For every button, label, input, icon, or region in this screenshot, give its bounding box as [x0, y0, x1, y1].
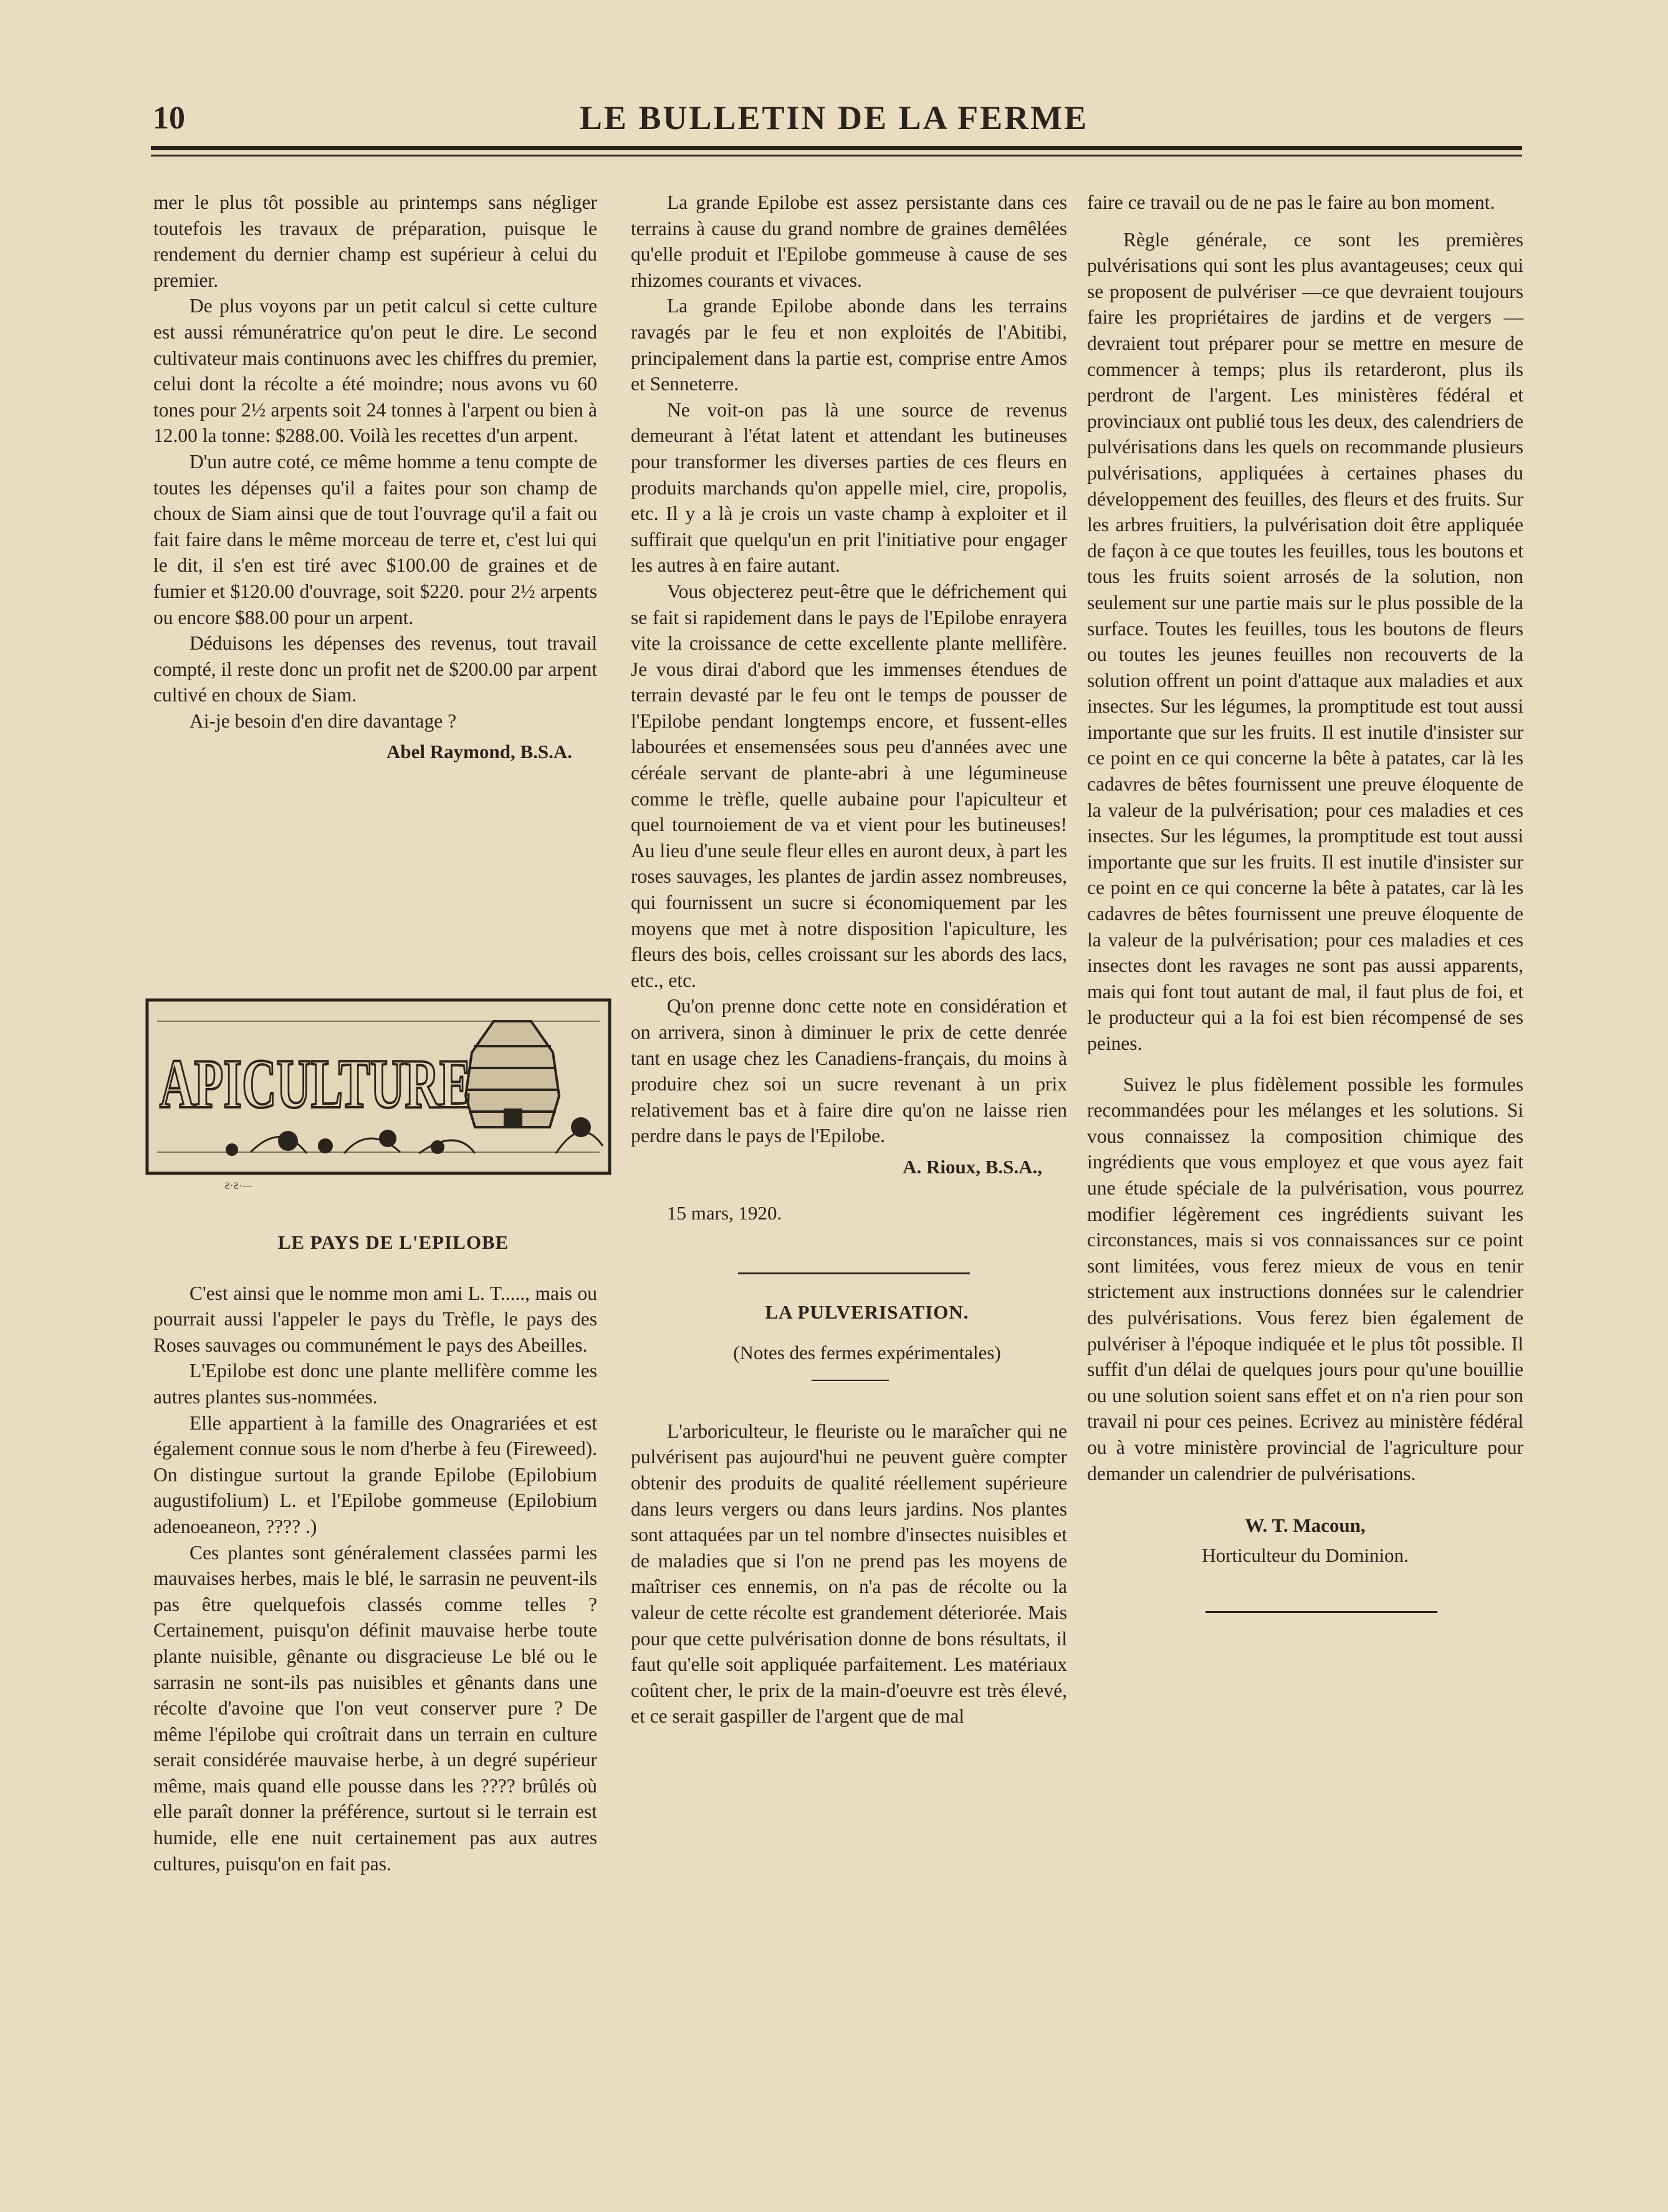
paragraph: Règle générale, ce sont les premières pulvérisations qui sont les plus avantageuses; ceux qui se proposent de pulvériser —ce que devraient toujours faire les propriétaires de jardins et de vergers — devraient tout préparer pour se mettre en mesure de commencer à temps; plus ils retarderont, plus ils perdront de l'argent. Les ministères fédéral et provinciaux ont publié tous les deux, des calendriers de pulvérisations dans les quels on recommande plusieurs pulvérisations, appliquées à certaines phases du développement des feuilles, des fleurs et des fruits. Sur les arbres fruitiers, la pulvérisation doit être appliquée de façon à ce que toutes les feuilles, tous les boutons et tous les fruits soient arrosés de la solution, non seulement sur une partie mais sur le plus possible de la surface. Toutes les feuilles, tous les boutons de fleurs ou toutes les jeunes feuilles non recouverts de la solution offrent un point d'attaque aux maladies et aux insectes. Sur les légumes, la promptitude est tout aussi importante que sur les fruits. Il est inutile d'insister sur ce point en ce qui concerne la bête à patates, car là les cadavres de bêtes fournissent une preuve éloquente de la valeur de la pulvérisation; pour ces maladies et ces insectes. Sur les légumes, la promptitude est tout aussi importante que sur les fruits. Il est inutile d'insister sur ce point en ce qui concerne la bête à patates, car là les cadavres de bêtes fournissent une preuve éloquente de la valeur de la pulvérisation; pour ces maladies et ces insectes dont les ravages ne sont pas aussi apparents, mais qui font tout autant de mal, il faut plus de foi, et le producteur qui a la foi est bien récompensé de ses peines. — [1087, 228, 1523, 1054]
subheading-rule — [812, 1380, 889, 1381]
page-number: 10 — [153, 100, 185, 136]
section-subheading: (Notes des fermes expérimentales) — [733, 1342, 1001, 1364]
paragraph: C'est ainsi que le nomme mon ami L. T....., mais ou pourrait aussi l'appeler le pays du Trèfle, le pays des Roses sauvages ou communément le pays des Abeilles. — [153, 1282, 597, 1356]
paragraph: La grande Epilobe abonde dans les terrains ravagés par le feu et non exploités de l'Abitibi, principalement dans la partie est, comprise entre Amos et Senneterre. — [631, 295, 1067, 395]
running-head-title: LE BULLETIN DE LA FERME — [579, 99, 1089, 137]
header-rule-thick — [151, 146, 1522, 150]
paragraph: Vous objecterez peut-être que le défrichement qui se fait si rapidement dans le pays de l'Epilobe enrayera vite la croissance de cette excellente plante mellifère. Je vous dirai d'abord que les immenses étendues de terrain devasté par le feu ont le temps de pousser de l'Epilobe pendant longtemps encore, et fussent-elles labourées et ensemensées sous peu d'années avec une céréale servant de plante-abri à une légumineuse comme le trèfle, quelle aubaine pour l'apiculteur et quel tournoiement de va et vient pour les butineuses! Au lieu d'une seule fleur elles en auront deux, à part les roses sauvages, les plantes de jardin assez nombreuses, qui fournissent un sucre si économiquement par les moyens que met à notre disposition l'apiculture, les fleurs des bois, celles croissant sur les abords des lacs, etc., etc. — [631, 580, 1067, 991]
author-signature: Abel Raymond, B.S.A. — [386, 741, 572, 763]
paragraph: L'Epilobe est donc une plante mellifère comme les autres plantes sus-nommées. — [153, 1360, 597, 1408]
paragraph: Elle appartient à la famille des Onagrariées et est également connue sous le nom d'herbe à feu (Fireweed). On distingue surtout la grande Epilobe (Epilobium augustifolium) L. et l'Epilobe gommeuse (Epilobium adenoeaneon, ???? .) — [153, 1411, 597, 1537]
article-end-rule — [1205, 1611, 1437, 1613]
article-date: 15 mars, 1920. — [667, 1201, 782, 1224]
column-1-top — [153, 190, 597, 765]
header-rule-thin — [151, 155, 1522, 156]
apiculture-banner-illustration — [145, 996, 613, 1177]
paragraph: Qu'on prenne donc cette note en considération et on arrivera, sinon à diminuer le prix de cette denrée tant en usage chez les Canadiens-français, du moins à produire chez soi un sucre revenant à un prix relativement bas et à faire dire qu'on ne laisse rien perdre dans le pays de l'Epilobe. — [631, 995, 1067, 1147]
column-3 — [1087, 190, 1523, 1613]
column-1-bottom — [153, 1229, 597, 1877]
paragraph: D'un autre coté, ce même homme a tenu compte de toutes les dépenses qu'il a faites pour son champ de choux de Siam ainsi que de tout l'ouvrage qu'il a fait ou fait faire dans le même morceau de terre et, c'est lui qui le dit, il s'en est tiré avec $100.00 de graines et de fumier et $120.00 d'ouvrage, soit $220. pour 2½ arpents ou encore $88.00 pour un arpent. — [153, 450, 597, 628]
author-signature: A. Rioux, B.S.A., — [903, 1155, 1042, 1178]
paragraph: La grande Epilobe est assez persistante dans ces terrains à cause du grand nombre de graines demêlées qu'elle produit et l'Epilobe gommeuse à cause de ses rhizomes courants et vivaces. — [631, 191, 1067, 291]
paragraph: De plus voyons par un petit calcul si cette culture est aussi rémunératrice qu'on peut le dire. Le second cultivateur mais continuons avec les chiffres du premier, celui dont la récolte a été moindre; nous avons vu 60 tones pour 2½ arpents soit 24 tonnes à l'arpent ou bien à 12.00 la tonne: $288.00. Voilà les recettes d'un arpent. — [153, 295, 597, 447]
section-heading: LE PAYS DE L'EPILOBE — [277, 1231, 509, 1253]
paragraph: Suivez le plus fidèlement possible les formules recommandées pour les mélanges et les solutions. Si vous connaissez la composition chimique des ingrédients que vous employez et que vous ayez fait une étude spéciale de la pulvérisation, vous pourrez modifier légèrement ces ingrédients suivant les circonstances, mais si vos connaissances sur ce point sont limitées, vous ferez mieux de vous en tenir strictement aux instructions données sur le calendrier des pulvérisations. Vous ferez bien également de pulvériser à l'époque indiquée et le plus tôt possible. Il suffit d'un délai de quelques jours pour qu'une bouillie ou une solution soient sans effet et on n'a rien pour son travail ni pour ces peines. Ecrivez au ministère fédéral ou à votre ministère provincial de l'agriculture pour demander un calendrier de pulvérisations. — [1087, 1073, 1523, 1484]
paragraph: Ne voit-on pas là une source de revenus demeurant à l'état latent et attendant les butineuses pour transformer les diverses parties de ces fleurs en produits marchands qu'on appelle miel, cire, propolis, etc. Il y a là je crois un vaste champ à exploiter et il suffirait que quelqu'un en prit l'initiative pour engager les autres à en faire autant. — [631, 398, 1067, 577]
section-heading: LA PULVERISATION. — [765, 1301, 969, 1323]
author-title: Horticulteur du Dominion. — [1202, 1544, 1409, 1567]
section-separator — [738, 1272, 970, 1274]
paragraph: Ai-je besoin d'en dire davantage ? — [189, 709, 457, 732]
banner-title: APICULTURE — [160, 1046, 471, 1123]
paragraph: Déduisons les dépenses des revenus, tout travail compté, il reste donc un profit net de $200.00 par arpent cultivé en choux de Siam. — [153, 632, 597, 706]
paragraph: Ces plantes sont généralement classées parmi les mauvaises herbes, mais le blé, le sarrasin ne peuvent-ils pas être quelquefois classés comme telles ? Certainement, puisqu'on définit mauvaise herbe toute plante nuisible, gênante ou disgracieuse Le blé ou le sarrasin ne sont-ils pas nuisibles et gênants dans une récolte d'avoine que l'on veut conserver pure ? De même l'épilobe qui croîtrait dans un terrain en culture serait considérée mauvaise herbe, à un degré supérieur même, mais quand elle pousse dans les ???? brûlés où elle paraît donner la préférence, surtout si le terrain est humide, elle ene nuit certainement pas aux autres cultures, puisqu'on en fait pas. — [153, 1541, 597, 1875]
column-2 — [631, 190, 1067, 1729]
paragraph: faire ce travail ou de ne pas le faire au bon moment. — [1087, 191, 1495, 213]
paragraph: L'arboriculteur, le fleuriste ou le maraîcher qui ne pulvérisent pas aujourd'hui ne peuvent guère compter obtenir des produits de qualité réellement supérieure dans leurs vergers ou dans leurs jardins. Nos plantes sont attaquées par un tel nombre d'insectes nuisibles et de maladies que si l'on ne prend pas les moyens de maîtriser ces ennemis, on n'a pas de récolte ou la valeur de cette récolte est grandement déteriorée. Mais pour que cette pulvérisation donne de bons résultats, il faut qu'elle soit appliquée parfaitement. Les matériaux coûtent cher, le prix de la main-d'oeuvre est très élevé, et ce serait gaspiller de l'argent que de mal — [631, 1420, 1067, 1728]
banner-caption: Ƨ·Ƨ·— — [224, 1181, 252, 1191]
paragraph: mer le plus tôt possible au printemps sans négliger toutefois les travaux de préparation, puisque le rendement du dernier champ est supérieur à celui du premier. — [153, 191, 597, 291]
author-signature: W. T. Macoun, — [1245, 1514, 1366, 1537]
